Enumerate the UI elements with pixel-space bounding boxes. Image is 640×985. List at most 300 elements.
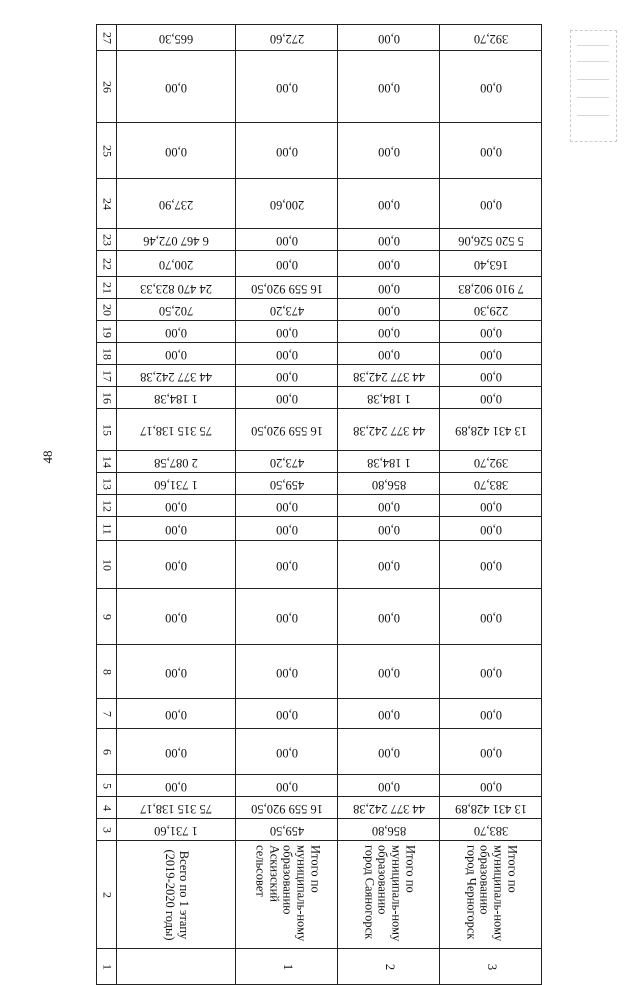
row-name: Итого по муниципаль-ному образованию город Саяногорск [361,844,417,941]
table-cell [440,797,542,819]
column-number-label: 20 [100,303,115,316]
table-cell [117,729,236,775]
table-cell [117,495,236,517]
table-cell [338,589,440,645]
table-cell [117,819,236,841]
table-cell [338,645,440,699]
table-cell [236,699,338,729]
cell-value: 0,00 [479,558,502,573]
cell-value: 0,00 [275,391,298,406]
cell-value: 0,00 [377,522,400,537]
column-number-label: 27 [100,31,115,44]
column-number [97,387,117,409]
cell-value: 16 559 920,50 [250,423,323,438]
table-cell [117,299,236,321]
column-number [97,699,117,729]
cell-value: 75 315 138,17 [140,423,212,438]
cell-value: 0,00 [479,144,502,159]
cell-value: 0,00 [377,347,400,362]
cell-value: 24 470 823,33 [140,281,212,296]
table-cell [338,819,440,841]
table-cell [440,473,542,495]
table-cell [338,321,440,343]
cell-value: 0,00 [479,745,502,760]
cell-value: 0,00 [479,391,502,406]
cell-value: 856,80 [371,477,406,492]
table-row [97,517,542,541]
column-number-label: 9 [100,613,115,620]
cell-value: 1 184,38 [154,391,198,406]
table-row [97,775,542,797]
cell-value: 1 184,38 [366,391,411,406]
cell-value: 856,80 [371,823,406,838]
row-index: 1 [280,963,295,970]
cell-value: 1 184,38 [366,455,411,470]
column-number-label: 7 [100,710,115,717]
cell-value: 0,00 [275,558,298,573]
cell-value: 0,00 [377,303,400,318]
table-cell [117,473,236,495]
table-cell [440,343,542,365]
table-cell [236,123,338,179]
cell-value: 0,00 [275,233,298,248]
cell-value: 163,40 [473,257,508,272]
table-row [97,819,542,841]
cell-value: 0,00 [377,707,400,722]
table-cell [440,277,542,299]
cell-value: 0,00 [479,347,502,362]
table-cell [338,123,440,179]
table-cell [440,451,542,473]
cell-value: 44 377 242,38 [140,369,212,384]
data-table [96,24,541,970]
table-cell [338,51,440,123]
column-number-label: 18 [100,347,115,360]
table-cell [440,387,542,409]
table-row [97,343,542,365]
cell-value: 229,30 [473,303,508,318]
column-number-label: 15 [100,423,115,436]
table-cell [338,409,440,451]
table-row [97,299,542,321]
cell-value: 0,00 [275,325,298,340]
table-cell [338,699,440,729]
cell-value: 0,00 [275,745,298,760]
table-cell [117,797,236,819]
table-cell [117,321,236,343]
table-cell [236,589,338,645]
cell-value: 0,00 [479,610,502,625]
column-number-label: 5 [100,782,115,789]
column-number-label: 19 [100,325,115,338]
column-number [97,229,117,251]
table-cell [440,729,542,775]
cell-value: 0,00 [275,665,298,680]
cell-value: 0,00 [165,558,187,573]
column-number-label: 12 [100,499,115,512]
table-cell [338,517,440,541]
table-cell [117,51,236,123]
table-row [97,949,542,985]
table-cell [117,451,236,473]
table-cell [338,277,440,299]
column-number [97,819,117,841]
cell-value: 0,00 [377,144,400,159]
row-name-cell [440,841,542,949]
page-number: 48 [40,450,55,464]
cell-value: 2 087,58 [154,455,198,470]
table-row [97,699,542,729]
column-number [97,299,117,321]
table-cell [236,729,338,775]
table-cell [440,25,542,51]
table-cell [440,775,542,797]
column-number [97,123,117,179]
cell-value: 665,30 [158,31,194,46]
table-cell [440,365,542,387]
table-cell [236,775,338,797]
table-cell [338,775,440,797]
cell-value: 0,00 [165,610,187,625]
table-row [97,645,542,699]
table-row [97,365,542,387]
cell-value: 0,00 [275,779,298,794]
column-number-label: 1 [100,963,115,970]
column-number [97,409,117,451]
table-cell [338,179,440,229]
table-row [97,797,542,819]
table-row [97,589,542,645]
table-cell [236,51,338,123]
cell-value: 0,00 [275,80,298,95]
table-cell [338,473,440,495]
cell-value: 0,00 [275,347,298,362]
column-number-label: 21 [100,281,115,294]
table-cell [117,25,236,51]
table-cell [236,409,338,451]
cell-value: 0,00 [275,610,298,625]
table-cell [117,699,236,729]
table-row [97,277,542,299]
column-number [97,729,117,775]
column-number [97,797,117,819]
cell-value: 392,70 [473,31,508,46]
table-cell [338,365,440,387]
cell-value: 16 559 920,50 [250,801,323,816]
table-cell [117,365,236,387]
cell-value: 0,00 [479,707,502,722]
cell-value: 392,70 [473,455,508,470]
table-cell [236,277,338,299]
cell-value: 75 315 138,17 [140,801,212,816]
table-cell [440,179,542,229]
cell-value: 0,00 [377,745,400,760]
cell-value: 5 520 526,06 [457,233,524,248]
cell-value: 0,00 [275,499,298,514]
column-number-label: 25 [100,144,115,157]
row-name: Итого по муниципаль-ному образованию Аскизский сельсовет [252,844,322,941]
table-cell [440,517,542,541]
cell-value: 0,00 [479,325,502,340]
column-number-label: 8 [100,668,115,675]
table-cell [440,229,542,251]
cell-value: 7 910 902,83 [457,281,524,296]
column-number [97,365,117,387]
cell-value: 0,00 [165,745,187,760]
cell-value: 0,00 [479,369,502,384]
cell-value: 13 431 428,89 [454,801,527,816]
table-cell [117,179,236,229]
column-number [97,277,117,299]
cell-value: 0,00 [165,707,187,722]
table-row [97,495,542,517]
table-row [97,841,542,949]
table-cell [236,645,338,699]
column-number [97,343,117,365]
column-number-label: 26 [100,80,115,93]
column-number [97,179,117,229]
table-cell [440,589,542,645]
table-cell [338,451,440,473]
cell-value: 473,20 [269,455,304,470]
column-number [97,25,117,51]
cell-value: 0,00 [165,347,187,362]
table-row [97,321,542,343]
row-name-cell [236,841,338,949]
table-row [97,729,542,775]
table-cell [236,819,338,841]
cell-value: 0,00 [377,233,400,248]
table-cell [338,729,440,775]
row-index-cell [338,949,440,985]
table-cell [338,25,440,51]
table-row [97,451,542,473]
cell-value: 473,20 [269,303,304,318]
cell-value: 44 377 242,38 [352,369,425,384]
table-cell [117,251,236,277]
cell-value: 0,00 [275,707,298,722]
stamp-mark [570,30,617,142]
table-cell [236,365,338,387]
cell-value: 0,00 [479,499,502,514]
cell-value: 0,00 [165,325,187,340]
cell-value: 0,00 [377,665,400,680]
column-number-label: 11 [100,522,115,535]
table-cell [236,797,338,819]
column-number [97,451,117,473]
column-number-label: 22 [100,257,115,270]
table-cell [236,321,338,343]
column-number-label: 10 [100,558,115,571]
table-cell [440,541,542,589]
cell-value: 16 559 920,50 [250,281,323,296]
cell-value: 1 731,60 [154,823,198,838]
row-name: Всего по 1 этапу (2019-2020 годы) [163,848,191,941]
column-number-label: 17 [100,369,115,382]
table-row [97,387,542,409]
table-cell [338,299,440,321]
column-number [97,645,117,699]
cell-value: 0,00 [479,522,502,537]
table-cell [440,819,542,841]
cell-value: 44 377 242,38 [352,423,425,438]
column-number-label: 2 [100,891,115,898]
table-cell [338,541,440,589]
column-number-label: 14 [100,455,115,468]
table-cell [338,251,440,277]
table-row [97,473,542,495]
column-number [97,841,117,949]
column-number-label: 16 [100,391,115,404]
table-row [97,541,542,589]
row-name: Итого по муниципаль-ному образованию город Черногорск [463,844,519,941]
table-cell [236,179,338,229]
table-cell [338,229,440,251]
table-cell [440,645,542,699]
cell-value: 0,00 [377,558,400,573]
table-cell [117,541,236,589]
column-number [97,589,117,645]
cell-value: 0,00 [165,499,187,514]
table-cell [117,775,236,797]
table-cell [440,123,542,179]
cell-value: 0,00 [165,779,187,794]
table-cell [236,343,338,365]
table-cell [117,387,236,409]
column-number-label: 3 [100,826,115,833]
table-row [97,179,542,229]
table-cell [117,517,236,541]
cell-value: 459,50 [269,477,304,492]
table-cell [440,495,542,517]
table-row [97,409,542,451]
cell-value: 0,00 [377,80,400,95]
table-cell [338,387,440,409]
cell-value: 0,00 [377,325,400,340]
table-cell [236,299,338,321]
table-cell [236,387,338,409]
cell-value: 0,00 [377,499,400,514]
column-number [97,321,117,343]
cell-value: 0,00 [479,779,502,794]
column-number [97,517,117,541]
table-cell [117,123,236,179]
cell-value: 383,70 [473,477,508,492]
table-cell [117,277,236,299]
table-cell [117,645,236,699]
table-cell [117,229,236,251]
cell-value: 702,50 [158,303,194,318]
column-number-label: 23 [100,233,115,246]
column-number-label: 13 [100,477,115,490]
row-index: 3 [484,963,499,970]
rotated-table [96,24,542,985]
cell-value: 6 467 072,46 [143,233,209,248]
cell-value: 44 377 242,38 [352,801,425,816]
table-cell [236,251,338,277]
cell-value: 200,60 [269,197,304,212]
table-cell [236,229,338,251]
table-cell [440,51,542,123]
cell-value: 0,00 [275,522,298,537]
cell-value: 237,90 [158,197,194,212]
row-index-cell [440,949,542,985]
cell-value: 272,60 [269,31,304,46]
column-number-label: 4 [100,804,115,811]
cell-value: 0,00 [275,369,298,384]
row-name-cell [117,841,236,949]
table-cell [440,251,542,277]
cell-value: 0,00 [377,257,400,272]
column-number [97,775,117,797]
column-number [97,251,117,277]
table-cell [117,409,236,451]
cell-value: 0,00 [479,197,502,212]
row-index-cell [236,949,338,985]
cell-value: 383,70 [473,823,508,838]
cell-value: 0,00 [377,197,400,212]
cell-value: 0,00 [165,665,187,680]
cell-value: 0,00 [275,144,298,159]
table-cell [338,797,440,819]
cell-value: 0,00 [275,257,298,272]
cell-value: 200,70 [158,257,194,272]
cell-value: 0,00 [165,80,187,95]
cell-value: 0,00 [165,144,187,159]
column-number [97,495,117,517]
table-cell [236,451,338,473]
table-cell [440,299,542,321]
table-cell [440,321,542,343]
table-cell [117,343,236,365]
column-number [97,541,117,589]
table-row [97,251,542,277]
cell-value: 0,00 [377,31,400,46]
column-number [97,51,117,123]
cell-value: 13 431 428,89 [454,423,527,438]
table-row [97,229,542,251]
cell-value: 1 731,60 [154,477,198,492]
table-row [97,25,542,51]
row-name-cell [338,841,440,949]
cell-value: 459,50 [269,823,304,838]
row-index-cell [117,949,236,985]
cell-value: 0,00 [165,522,187,537]
table-cell [236,541,338,589]
column-number-label: 6 [100,748,115,755]
table-cell [117,589,236,645]
cell-value: 0,00 [377,281,400,296]
table-cell [236,473,338,495]
cell-value: 0,00 [479,665,502,680]
table-cell [236,495,338,517]
table-cell [338,343,440,365]
cell-value: 0,00 [377,610,400,625]
table-row [97,123,542,179]
column-number [97,949,117,985]
column-number [97,473,117,495]
table-cell [236,25,338,51]
table-cell [236,517,338,541]
column-number-label: 24 [100,197,115,210]
table-cell [440,409,542,451]
cell-value: 0,00 [377,779,400,794]
cell-value: 0,00 [479,80,502,95]
table-cell [440,699,542,729]
row-index: 2 [382,963,397,970]
table-cell [338,495,440,517]
table-row [97,51,542,123]
